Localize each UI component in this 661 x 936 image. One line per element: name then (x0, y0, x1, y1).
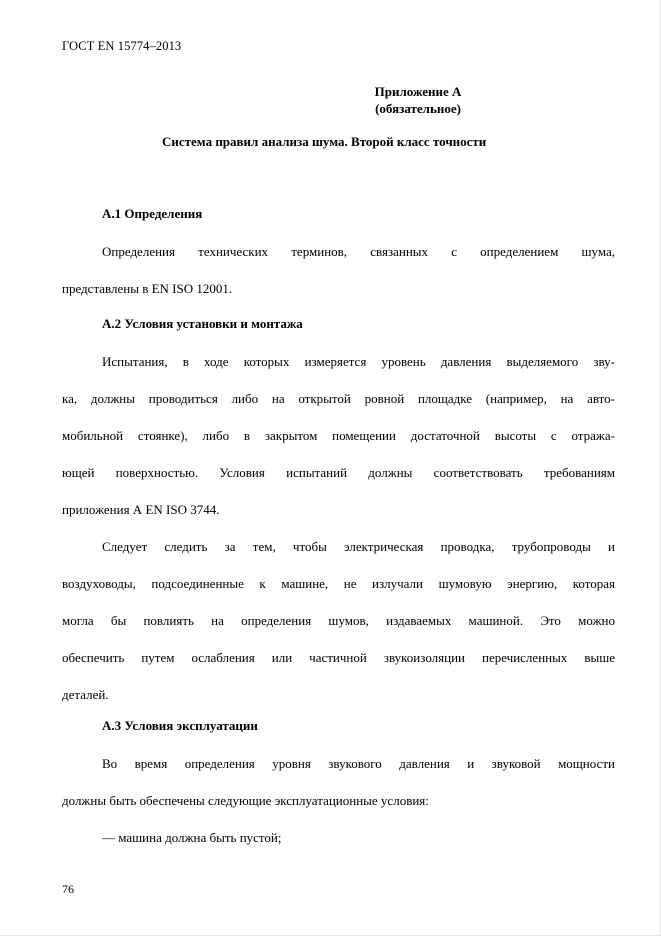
appendix-subtitle: (обязательное) (375, 101, 461, 116)
standard-code-header: ГОСТ EN 15774–2013 (62, 39, 182, 53)
paragraph-line: обеспечить путем ослабления или частичной звукоизоляции перечисленных выше (62, 650, 615, 665)
paragraph-line: приложения А EN ISO 3744. (62, 502, 220, 517)
paragraph-line: Испытания, в ходе которых измеряется уровень давления выделяемого зву- (102, 354, 615, 369)
section-a3-heading: А.3 Условия эксплуатации (102, 718, 258, 733)
page-number: 76 (62, 882, 74, 896)
section-a2-heading: А.2 Условия установки и монтажа (102, 316, 303, 331)
paragraph-line: Во время определения уровня звукового давления и звуковой мощности (102, 756, 615, 771)
section-a2-paragraph-1 (62, 343, 615, 528)
appendix-heading: Система правил анализа шума. Второй класс точности (162, 134, 487, 149)
list-item: — машина должна быть пустой; (102, 830, 282, 845)
paragraph-line: воздуховоды, подсоединенные к машине, не излучали шумовую энергию, которая (62, 576, 615, 591)
section-a2-paragraph-2 (62, 528, 615, 713)
paragraph-line: деталей. (62, 687, 109, 702)
paragraph-line: могла бы повлиять на определения шумов, издаваемых машиной. Это можно (62, 613, 615, 628)
appendix-title: Приложение А (374, 84, 462, 99)
section-a1-paragraph (62, 233, 615, 307)
paragraph-line: Следует следить за тем, чтобы электрическая проводка, трубопроводы и (102, 539, 615, 554)
section-a1-heading: А.1 Определения (102, 206, 203, 221)
paragraph-line: ка, должны проводиться либо на открытой ровной площадке (например, на авто- (62, 391, 615, 406)
paragraph-line: Определения технических терминов, связанных с определением шума, (102, 244, 615, 259)
paragraph-line: ющей поверхностью. Условия испытаний должны соответствовать требованиям (62, 465, 615, 480)
section-a3-paragraph (62, 745, 615, 856)
paragraph-line: должны быть обеспечены следующие эксплуатационные условия: (62, 793, 429, 808)
paragraph-line: представлены в EN ISO 12001. (62, 281, 233, 296)
paragraph-line: мобильной стоянке), либо в закрытом помещении достаточной высоты с отража- (62, 428, 615, 443)
